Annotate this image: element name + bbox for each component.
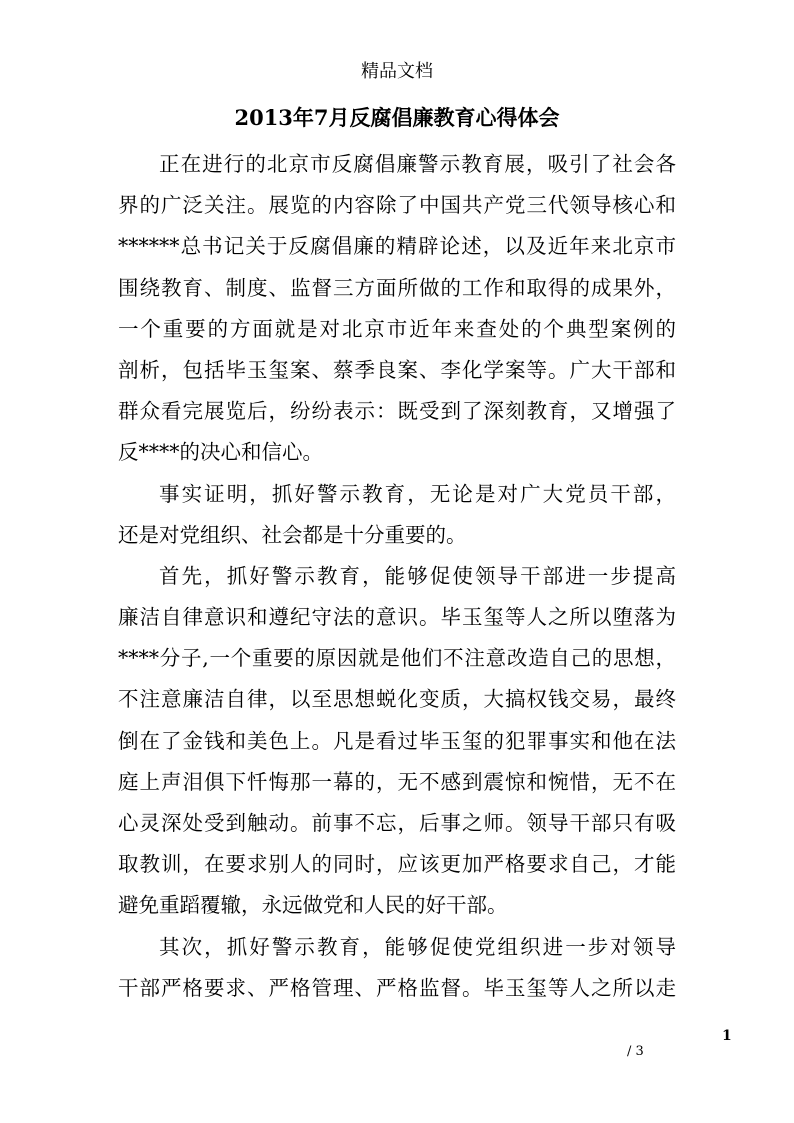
body-line: 一个重要的方面就是对北京市近年来查处的个典型案例的 xyxy=(118,316,676,341)
page-number: 1 xyxy=(722,1028,732,1044)
body-line: 剖析，包括毕玉玺案、蔡季良案、李化学案等。广大干部和 xyxy=(118,357,676,382)
body-line: 庭上声泪俱下忏悔那一幕的，无不感到震惊和惋惜，无不在 xyxy=(118,769,676,794)
body-line: 倒在了金钱和美色上。凡是看过毕玉玺的犯罪事实和他在法 xyxy=(118,728,676,753)
body-line: 群众看完展览后，纷纷表示：既受到了深刻教育，又增强了 xyxy=(118,399,676,424)
body-line: ****分子,一个重要的原因就是他们不注意改造自己的思想， xyxy=(118,646,676,671)
body-line: 干部严格要求、严格管理、严格监督。毕玉玺等人之所以走 xyxy=(118,975,676,1000)
body-line: 避免重蹈覆辙，永远做党和人民的好干部。 xyxy=(118,893,508,918)
body-line: 围绕教育、制度、监督三方面所做的工作和取得的成果外， xyxy=(118,275,676,300)
body-line: 不注意廉洁自律，以至思想蜕化变质，大搞权钱交易，最终 xyxy=(118,687,676,712)
body-line: 界的广泛关注。展览的内容除了中国共产党三代领导核心和 xyxy=(118,193,676,218)
document-body xyxy=(118,144,676,1009)
body-line: 正在进行的北京市反腐倡廉警示教育展，吸引了社会各 xyxy=(159,152,676,176)
body-line: 反****的决心和信心。 xyxy=(118,440,323,465)
body-line: 首先，抓好警示教育，能够促使领导干部进一步提高 xyxy=(159,563,676,588)
body-line: 其次，抓好警示教育，能够促使党组织进一步对领导 xyxy=(159,934,676,959)
body-line: 还是对党组织、社会都是十分重要的。 xyxy=(118,522,467,547)
document-header: 精品文档 xyxy=(361,61,433,82)
body-line: ******总书记关于反腐倡廉的精辟论述，以及近年来北京市 xyxy=(118,234,676,259)
body-line: 事实证明，抓好警示教育，无论是对广大党员干部， xyxy=(159,481,676,506)
page-total: / 3 xyxy=(627,1044,644,1059)
body-line: 心灵深处受到触动。前事不忘，后事之师。领导干部只有吸 xyxy=(118,811,676,835)
document-title: 2013年7月反腐倡廉教育心得体会 xyxy=(234,105,560,130)
body-line: 取教训，在要求别人的同时，应该更加严格要求自己，才能 xyxy=(118,852,676,877)
body-line: 廉洁自律意识和遵纪守法的意识。毕玉玺等人之所以堕落为 xyxy=(118,605,676,630)
